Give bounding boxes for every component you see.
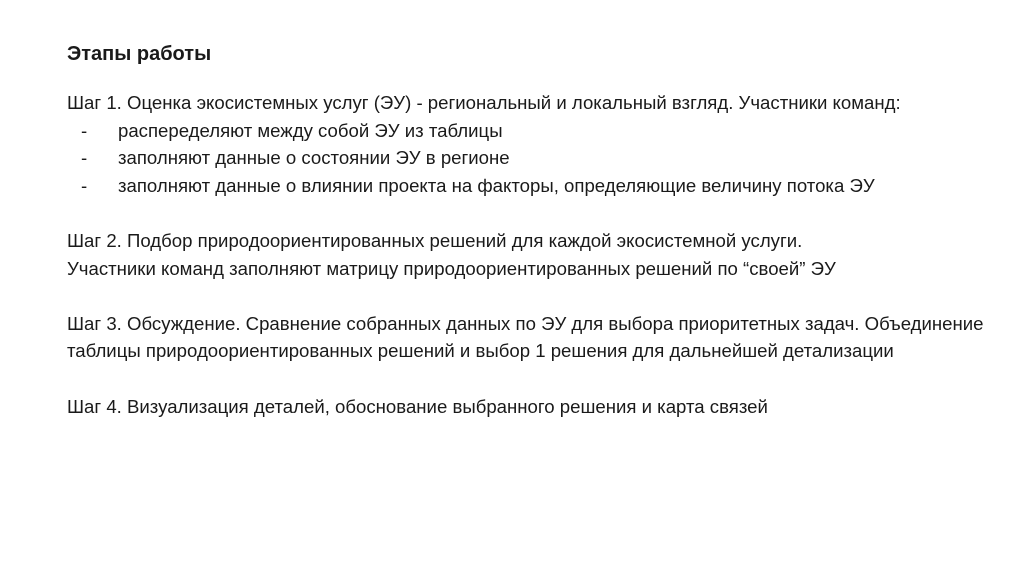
bullet-text: заполняют данные о состоянии ЭУ в регионе — [118, 147, 510, 169]
paragraph-spacer — [67, 365, 1022, 393]
step-2-line-1: Шаг 2. Подбор природоориентированных решений для каждой экосистемной услуги. — [67, 229, 803, 251]
step-1-bullet-list — [67, 117, 1022, 200]
list-item — [67, 172, 1024, 200]
step-4-text: Шаг 4. Визуализация деталей, обоснование выбранного решения и карта связей — [67, 395, 768, 417]
list-item — [67, 117, 1022, 145]
list-item — [67, 144, 1022, 172]
bullet-text: распеределяют между собой ЭУ из таблицы — [118, 119, 503, 141]
bullet-dash: - — [81, 174, 88, 196]
slide-title: Этапы работы — [67, 43, 212, 65]
step-1-text: Шаг 1. Оценка экосистемных услуг (ЭУ) - региональный и локальный взгляд. Участники команд: — [67, 92, 901, 113]
bullet-dash: - — [81, 147, 88, 169]
slide-body — [67, 89, 1022, 420]
paragraph-spacer — [67, 199, 1022, 227]
bullet-text: заполняют данные о влиянии проекта на факторы, определяющие величину потока ЭУ — [118, 174, 875, 196]
step-2-line-2: Участники команд заполняют матрицу природоориентированных решений по “своей” ЭУ — [67, 257, 836, 279]
paragraph-spacer — [67, 282, 1022, 310]
step-3-text: Шаг 3. Обсуждение. Сравнение собранных данных по ЭУ для выбора приоритетных задач. Объединение таблицы природоориентированных решений и выбор 1 решения для дальнейшей детализации — [67, 312, 984, 362]
bullet-dash: - — [81, 119, 88, 141]
